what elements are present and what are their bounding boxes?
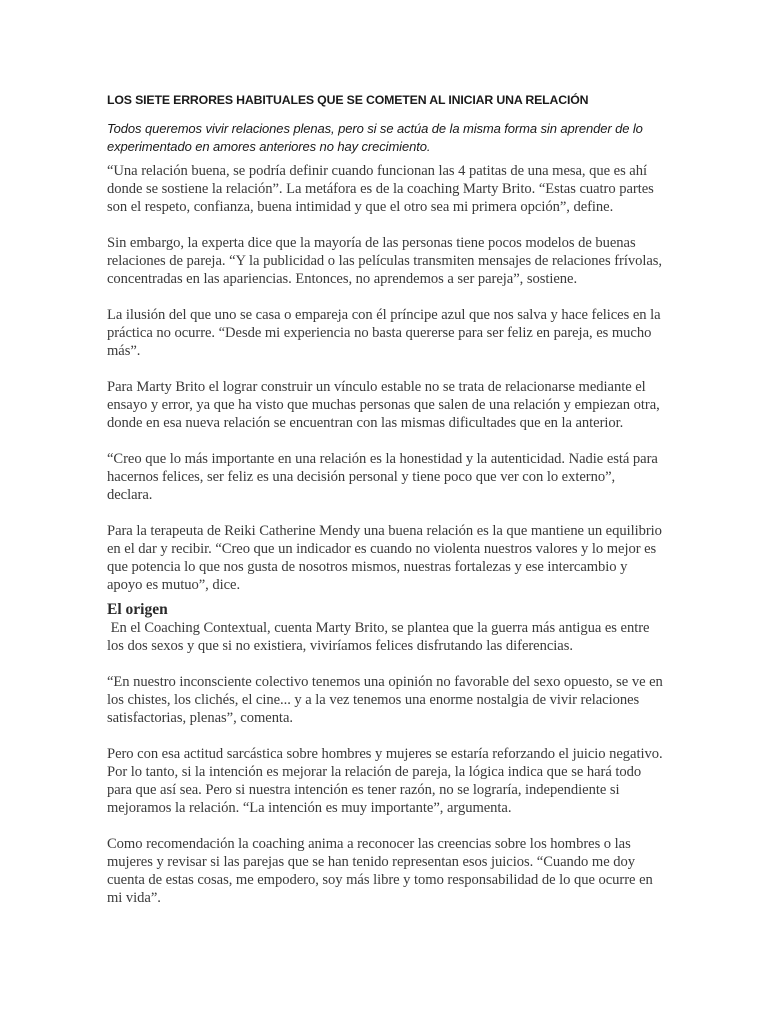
paragraph: En el Coaching Contextual, cuenta Marty Brito, se plantea que la guerra más antigua es entre los dos sexos y que si no existiera, viviríamos felices disfrutando las diferencias. (107, 620, 654, 654)
paragraph: “Una relación buena, se podría definir cuando funcionan las 4 patitas de una mesa, que es ahí donde se sostiene la relación”. La metáfora es de la coaching Marty Brito. “Estas cuatro partes son el respeto, confianza, buena intimidad y que el otro sea mi primera opción”, define. (107, 163, 654, 215)
paragraph: Sin embargo, la experta dice que la mayoría de las personas tiene pocos modelos de buenas relaciones de pareja. “Y la publicidad o las películas transmiten mensajes de relaciones frívolas, concentradas en las apariencias. Entonces, no aprendemos a ser pareja”, sostiene. (107, 235, 662, 287)
paragraph: Para la terapeuta de Reiki Catherine Mendy una buena relación es la que mantiene un equilibrio en el dar y recibir. “Creo que un indicador es cuando no violenta nuestros valores y lo mejor es que potencia lo que nos gusta de nosotros mismos, nuestras fortalezas y ese intercambio y apoyo es mutuo”, dice. (107, 523, 662, 593)
paragraph: “En nuestro inconsciente colectivo tenemos una opinión no favorable del sexo opuesto, se ve en los chistes, los clichés, el cine... y a la vez tenemos una enorme nostalgia de vivir relaciones satisfactorias, plenas”, comenta. (107, 674, 663, 726)
section-heading: El origen (107, 601, 168, 618)
article-title: LOS SIETE ERRORES HABITUALES QUE SE COMETEN AL INICIAR UNA RELACIÓN (107, 93, 589, 107)
paragraph: La ilusión del que uno se casa o empareja con él príncipe azul que nos salva y hace felices en la práctica no ocurre. “Desde mi experiencia no basta quererse para ser feliz en pareja, es mucho más”. (107, 307, 661, 359)
paragraph: Pero con esa actitud sarcástica sobre hombres y mujeres se estaría reforzando el juicio negativo. Por lo tanto, si la intención es mejorar la relación de pareja, la lógica indica que se hará todo para que así sea. Pero si nuestra intención es tener razón, no se lograría, independiente si mejoramos la relación. “La intención es muy importante”, argumenta. (107, 746, 663, 816)
article (107, 92, 663, 925)
paragraph: Como recomendación la coaching anima a reconocer las creencias sobre los hombres o las mujeres y revisar si las parejas que se han tenido representan esos juicios. “Cuando me doy cuenta de estas cosas, me empodero, soy más libre y tomo responsabilidad de lo que ocurre en mi vida”. (107, 836, 653, 906)
article-lead: Todos queremos vivir relaciones plenas, pero si se actúa de la misma forma sin aprender de lo experimentado en amores anteriores no hay crecimiento. (107, 121, 643, 154)
paragraph: “Creo que lo más importante en una relación es la honestidad y la autenticidad. Nadie está para hacernos felices, ser feliz es una decisión personal y tiene poco que ver con lo externo”, declara. (107, 451, 658, 503)
paragraph: Para Marty Brito el lograr construir un vínculo estable no se trata de relacionarse mediante el ensayo y error, ya que ha visto que muchas personas que salen de una relación y empiezan otra, donde en esa nueva relación se encuentran con las mismas dificultades que en la anterior. (107, 379, 660, 431)
